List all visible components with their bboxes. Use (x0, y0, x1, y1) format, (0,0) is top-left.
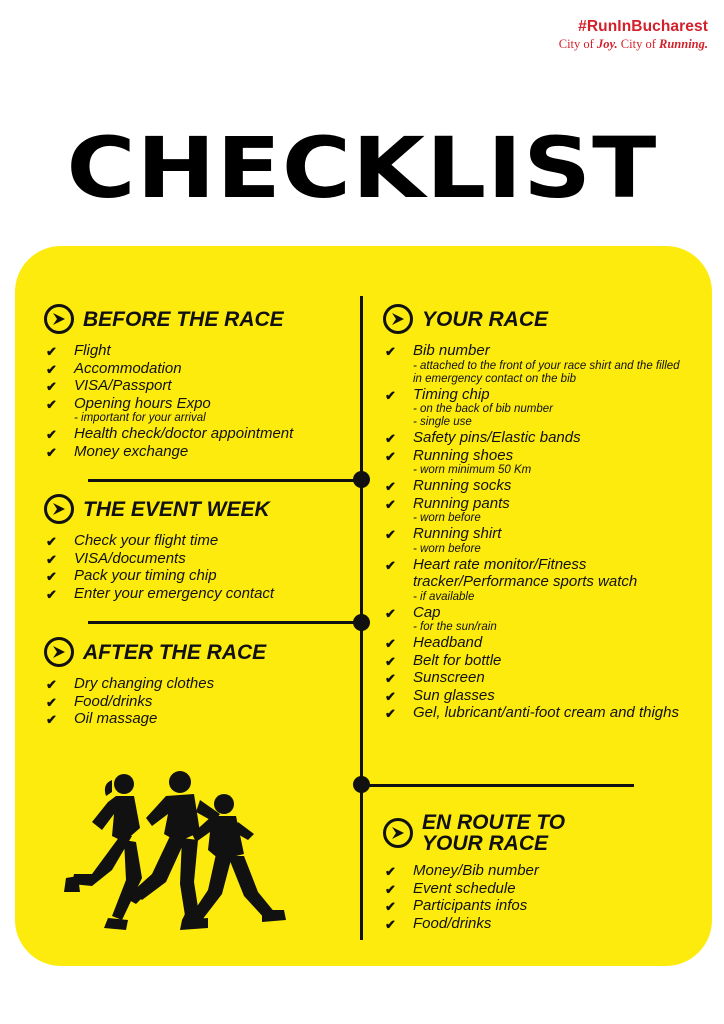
checkmark-icon: ✔ (385, 706, 396, 721)
checklist-item (383, 342, 683, 386)
divider-your-race (362, 784, 634, 787)
checklist-item (383, 915, 683, 933)
checklist-item (44, 377, 354, 395)
checkmark-icon: ✔ (385, 387, 396, 403)
checkmark-icon: ✔ (385, 557, 396, 573)
checklist-item (383, 862, 683, 880)
checklist-item-text: Heart rate monitor/Fitness tracker/Performance sports watch (413, 555, 638, 590)
divider-dot (353, 776, 370, 793)
checkmark-icon: ✔ (46, 551, 57, 567)
checklist-item (44, 532, 354, 550)
section-title: AFTER THE RACE (83, 640, 267, 664)
checklist-item-text: Enter your emergency contact (74, 584, 275, 602)
checklist-item-text: Bib number (413, 342, 490, 359)
chevron-circle-icon (44, 494, 74, 524)
checklist-item (383, 495, 683, 526)
checklist-item-text: Headband (413, 634, 483, 651)
brand-hashtag: #RunInBucharest (578, 18, 708, 35)
section-before-race (44, 304, 354, 460)
checklist-item (44, 693, 354, 711)
checklist-item (383, 880, 683, 898)
checklist-item (383, 447, 683, 478)
checklist (44, 342, 354, 460)
checklist-item (383, 604, 683, 635)
checklist-item (383, 386, 683, 430)
checklist (44, 532, 354, 602)
checklist-item-note: - important for your arrival (74, 412, 206, 424)
checklist-item-text: Timing chip (413, 385, 490, 403)
section-title: BEFORE THE RACE (83, 307, 284, 331)
checklist-item-note: - on the back of bib number - single use (413, 403, 553, 428)
checkmark-icon: ✔ (46, 569, 57, 584)
chevron-circle-icon (44, 304, 74, 334)
checklist-item (383, 704, 683, 722)
checkmark-icon: ✔ (46, 712, 57, 727)
checklist-item-text: Accommodation (74, 359, 182, 377)
checklist-item (383, 687, 683, 705)
checklist-item-text: VISA/documents (74, 549, 186, 567)
chevron-circle-icon (383, 304, 413, 334)
checklist-item-text: Food/drinks (74, 692, 153, 710)
checkmark-icon: ✔ (46, 379, 57, 394)
checklist-item (383, 897, 683, 915)
checkmark-icon: ✔ (385, 881, 396, 897)
checklist-item (383, 429, 683, 447)
checklist-item-text: Health check/doctor appointment (74, 425, 294, 442)
divider-dot (353, 471, 370, 488)
checkmark-icon: ✔ (46, 427, 57, 442)
divider-before-race (88, 479, 360, 482)
section-header (44, 304, 354, 334)
checkmark-icon: ✔ (46, 694, 57, 710)
checklist-item-text: Flight (74, 342, 111, 359)
checkmark-icon: ✔ (46, 344, 57, 359)
checkmark-icon: ✔ (385, 605, 396, 621)
checklist-item (383, 477, 683, 495)
checkmark-icon: ✔ (385, 496, 396, 512)
checklist (383, 342, 683, 722)
section-header (44, 494, 354, 524)
tagline-part: City of (558, 37, 597, 51)
checklist-item (44, 585, 354, 603)
checkmark-icon: ✔ (385, 636, 396, 651)
section-event-week (44, 494, 354, 602)
checkmark-icon: ✔ (46, 396, 57, 412)
chevron-circle-icon (383, 818, 413, 848)
checklist-item-note: - worn minimum 50 Km (413, 464, 532, 476)
section-header (383, 304, 683, 334)
divider-dot (353, 614, 370, 631)
checklist-item-note: - for the sun/rain (413, 621, 497, 633)
checklist-item-note: - worn before (413, 512, 481, 524)
checklist-item (44, 443, 354, 461)
checklist-item-text: Pack your timing chip (74, 567, 217, 584)
checkmark-icon: ✔ (385, 448, 396, 464)
checkmark-icon: ✔ (385, 671, 396, 686)
section-after-race (44, 637, 354, 728)
checklist-item-text: Gel, lubricant/anti-foot cream and thighs (413, 704, 679, 721)
checklist-item-note: - if available (413, 590, 475, 603)
runners-silhouette-image (62, 770, 302, 940)
checklist-item-text: Sun glasses (413, 686, 495, 704)
brand-tagline (559, 37, 708, 52)
brand-header (559, 18, 708, 52)
section-title: YOUR RACE (422, 307, 549, 331)
section-title: EN ROUTE TO YOUR RACE (422, 811, 566, 855)
checklist-item (44, 550, 354, 568)
checkmark-icon: ✔ (46, 361, 57, 377)
section-your-race (383, 304, 683, 722)
checklist-item (44, 425, 354, 443)
checklist-item-note: - worn before (413, 542, 481, 555)
checkmark-icon: ✔ (385, 864, 396, 879)
divider-event-week (88, 621, 360, 624)
checklist-item-text: Food/drinks (413, 914, 492, 932)
checkmark-icon: ✔ (385, 899, 396, 914)
checklist-item (44, 567, 354, 585)
checklist-item-text: Safety pins/Elastic bands (413, 429, 581, 446)
checkmark-icon: ✔ (385, 653, 396, 669)
checkmark-icon: ✔ (385, 479, 396, 494)
checkmark-icon: ✔ (385, 688, 396, 704)
checklist-item-text: Check your flight time (74, 532, 219, 549)
tagline-part: City of (617, 37, 659, 51)
checklist-item (383, 525, 683, 556)
section-header (44, 637, 354, 667)
checkmark-icon: ✔ (385, 527, 396, 542)
checklist-item-text: Running pants (413, 494, 510, 512)
checklist (44, 675, 354, 728)
checklist-item-text: Cap (413, 603, 441, 621)
checklist-item-text: Participants infos (413, 897, 528, 914)
checklist-item-text: Oil massage (74, 710, 158, 727)
checkmark-icon: ✔ (46, 677, 57, 692)
section-en-route (383, 812, 683, 932)
checklist-item-note: - attached to the front of your race shirt and the filled in emergency contact on the bib (413, 359, 680, 385)
checklist-item (44, 395, 354, 426)
tagline-running: Running. (659, 37, 708, 51)
checklist-item-text: Dry changing clothes (74, 675, 215, 692)
tagline-joy: Joy. (596, 37, 618, 51)
checklist-item-text: VISA/Passport (74, 377, 172, 394)
checkmark-icon: ✔ (385, 916, 396, 932)
checklist-item-text: Opening hours Expo (74, 394, 211, 412)
checklist-item (383, 556, 683, 604)
checklist-item (44, 360, 354, 378)
checklist-item-text: Sunscreen (413, 669, 485, 686)
checklist-item (383, 634, 683, 652)
checkmark-icon: ✔ (46, 444, 57, 460)
checklist-item-text: Running shirt (413, 525, 502, 542)
checklist-item (44, 710, 354, 728)
section-header (383, 812, 683, 854)
page-title: CHECKLIST (66, 119, 658, 217)
checkmark-icon: ✔ (385, 344, 396, 359)
checkmark-icon: ✔ (46, 586, 57, 602)
checkmark-icon: ✔ (46, 534, 57, 549)
checklist-item-text: Money exchange (74, 442, 189, 460)
checklist-item (383, 652, 683, 670)
chevron-circle-icon (44, 637, 74, 667)
checklist-item (383, 669, 683, 687)
checklist (383, 862, 683, 932)
checklist-item-text: Belt for bottle (413, 651, 502, 669)
checklist-item (44, 342, 354, 360)
checklist-item-text: Event schedule (413, 879, 516, 897)
section-title: THE EVENT WEEK (83, 497, 270, 521)
checklist-item-text: Running shoes (413, 446, 514, 464)
checkmark-icon: ✔ (385, 431, 396, 446)
checklist-item-text: Running socks (413, 477, 512, 494)
checklist-item-text: Money/Bib number (413, 862, 539, 879)
checklist-item (44, 675, 354, 693)
